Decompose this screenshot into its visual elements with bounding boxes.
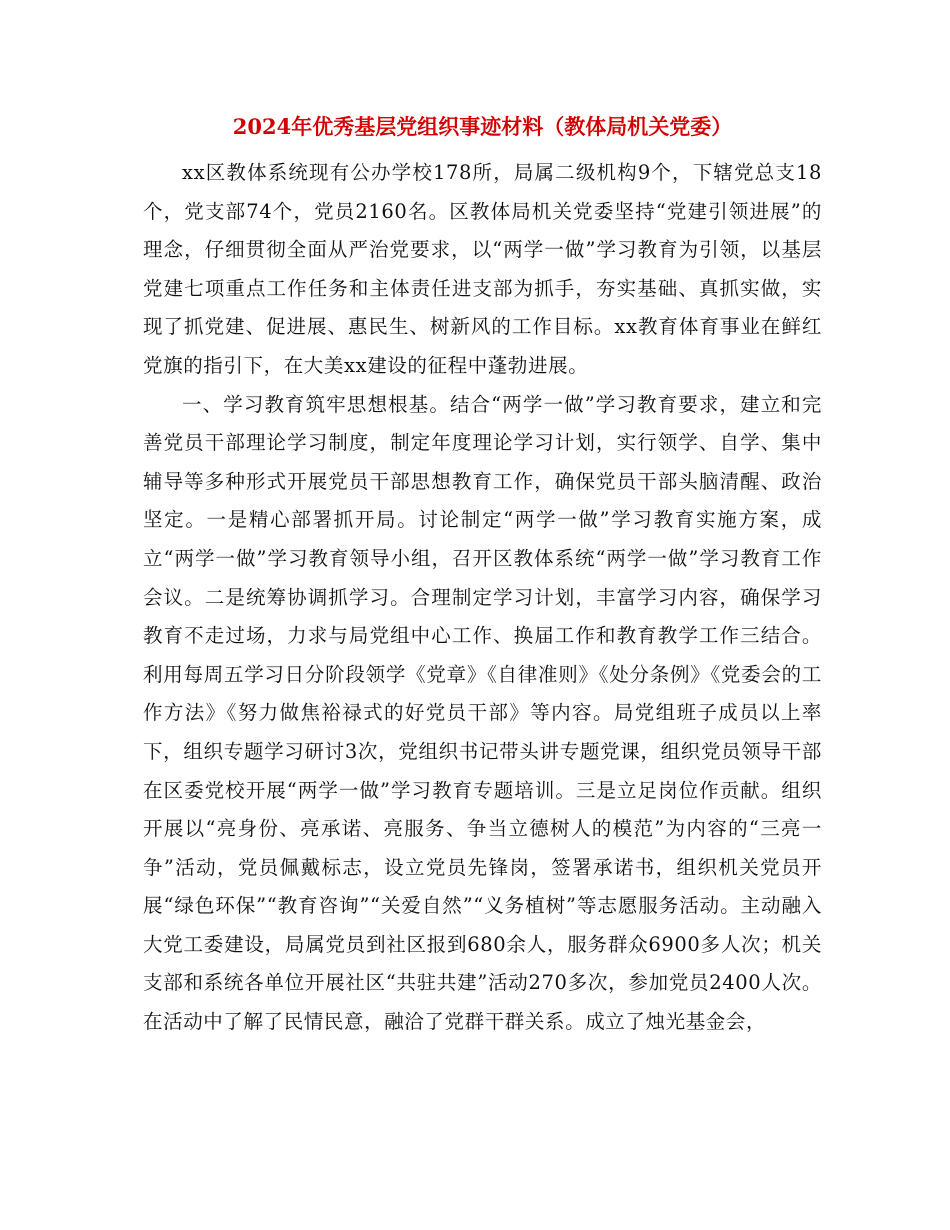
intro-paragraph: xx区教体系统现有公办学校178所，局属二级机构9个，下辖党总支18个，党支部74个，党员2160名。区教体局机关党委坚持“党建引领进展”的理念，仔细贯彻全面从严治党要求，以“两学一做”学习教育为引领，以基层党建七项重点工作任务和主体责任进支部为抓手，夯实基础、真抓实做，实现了抓党建、促进展、惠民生、树新风的工作目标。xx教育体育事业在鲜红党旗的指引下，在大美xx建设的征程中蓬勃进展。 bbox=[143, 161, 822, 377]
section-one-paragraph: 一、学习教育筑牢思想根基。结合“两学一做”学习教育要求，建立和完善党员干部理论学习制度，制定年度理论学习计划，实行领学、自学、集中辅导等多种形式开展党员干部思想教育工作，确保党员干部头脑清醒、政治坚定。一是精心部署抓开局。讨论制定“两学一做”学习教育实施方案，成立“两学一做”学习教育领导小组，召开区教体系统“两学一做”学习教育工作会议。二是统筹协调抓学习。合理制定学习计划，丰富学习内容，确保学习教育不走过场，力求与局党组中心工作、换届工作和教育教学工作三结合。利用每周五学习日分阶段领学《党章》《自律准则》《处分条例》《党委会的工作方法》《努力做焦裕禄式的好党员干部》等内容。局党组班子成员以上率下，组织专题学习研讨3次，党组织书记带头讲专题党课，组织党员领导干部在区委党校开展“两学一做”学习教育专题培训。三是立足岗位作贡献。组织开展以“亮身份、亮承诺、亮服务、争当立德树人的模范”为内容的“三亮一争”活动，党员佩戴标志，设立党员先锋岗，签署承诺书，组织机关党员开展“绿色环保”“教育咨询”“关爱自然”“义务植树”等志愿服务活动。主动融入大党工委建设，局属党员到社区报到680余人，服务群众6900多人次；机关支部和系统各单位开展社区“共驻共建”活动270多次，参加党员2400人次。在活动中了解了民情民意，融洽了党群干群关系。成立了烛光基金会， bbox=[143, 392, 822, 1034]
document-title: 2024年优秀基层党组织事迹材料（教体局机关党委） bbox=[232, 114, 733, 139]
